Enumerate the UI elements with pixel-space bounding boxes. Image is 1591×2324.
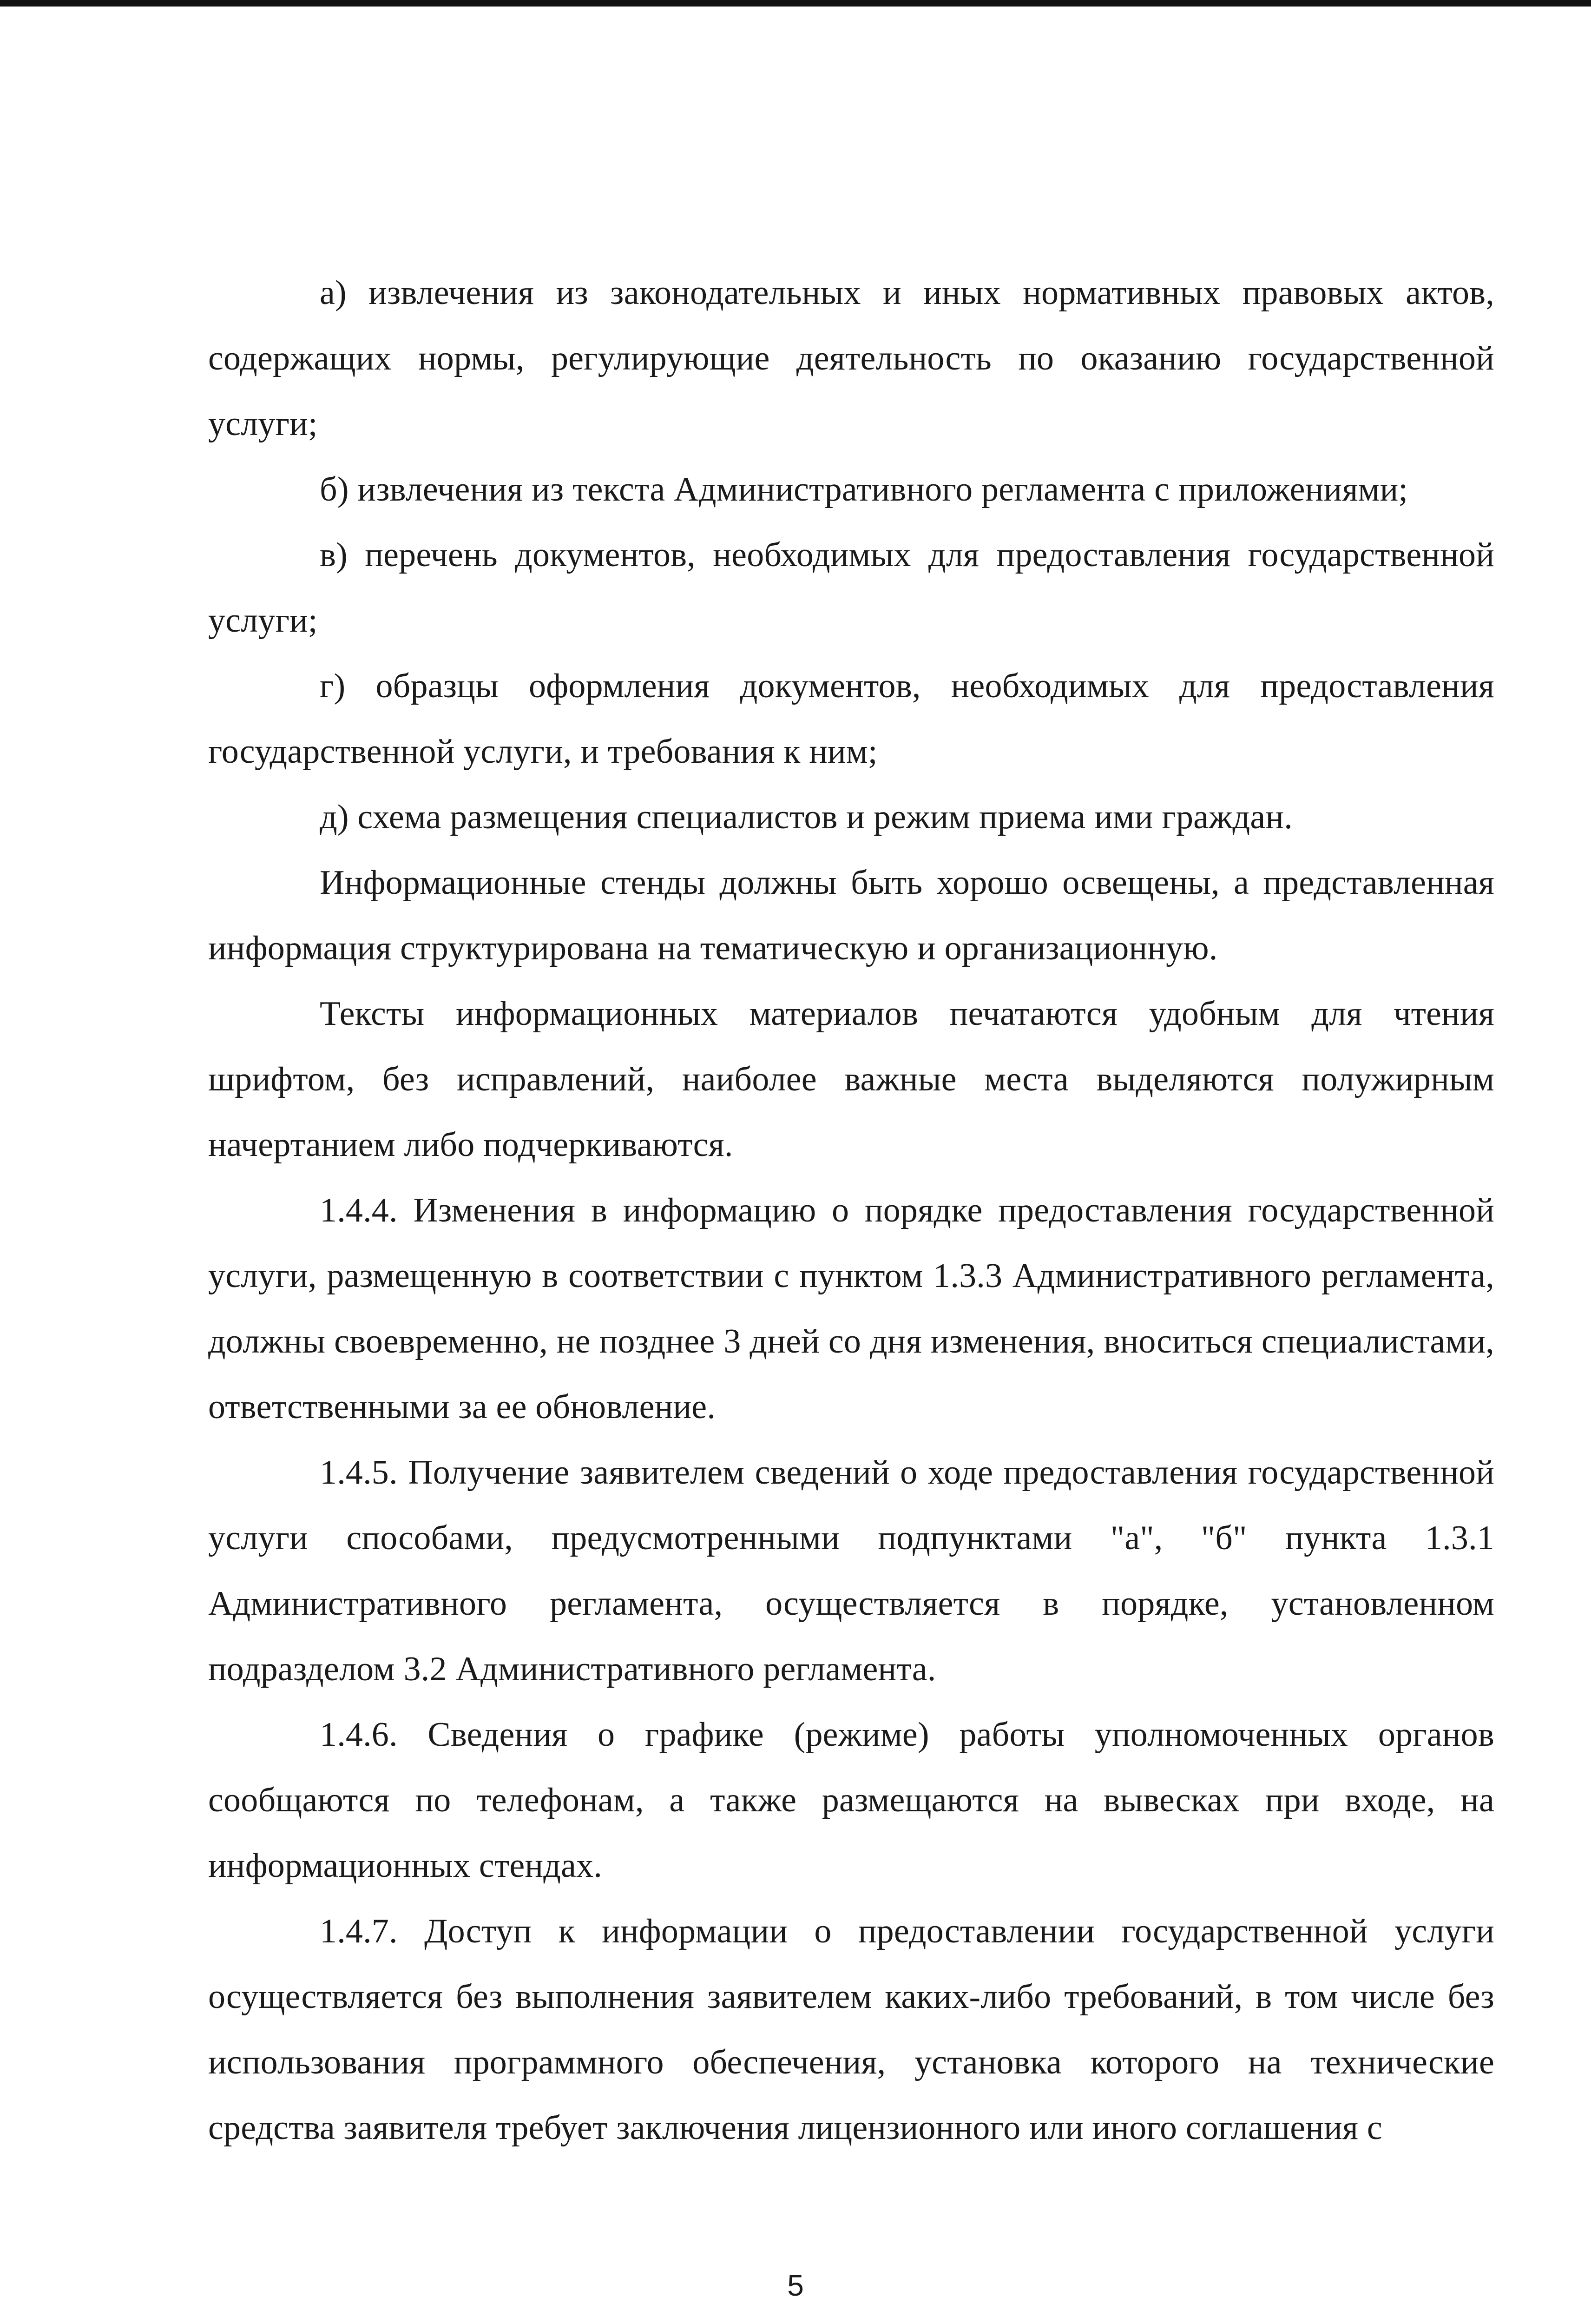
paragraph-1-4-5: 1.4.5. Получение заявителем сведений о ходе предоставления государственной услуги способами, предусмотренными подпунктами "а", "б" пункта 1.3.1 Административного регламента, осуществляется в порядке, установленном подразделом 3.2 Административного регламента.: [208, 1453, 1494, 1688]
paragraph-item-v: в) перечень документов, необходимых для предоставления государственной услуги;: [208, 536, 1494, 640]
paragraph-info-materials: Тексты информационных материалов печатаются удобным для чтения шрифтом, без исправлений, наиболее важные места выделяются полужирным начертанием либо подчеркиваются.: [208, 995, 1494, 1164]
paragraph-item-d: д) схема размещения специалистов и режим приема ими граждан.: [320, 798, 1293, 836]
document-body: [208, 260, 1494, 2161]
page-number: 5: [787, 2269, 804, 2302]
paragraph-1-4-4: 1.4.4. Изменения в информацию о порядке предоставления государственной услуги, размещенную в соответствии с пунктом 1.3.3 Административного регламента, должны своевременно, не позднее 3 дней со дня изменения, вноситься специалистами, ответственными за ее обновление.: [208, 1191, 1494, 1426]
scan-top-edge: [0, 0, 1591, 7]
paragraph-1-4-6: 1.4.6. Сведения о графике (режиме) работы уполномоченных органов сообщаются по телефонам, а также размещаются на вывесках при входе, на информационных стендах.: [208, 1716, 1494, 1885]
paragraph-1-4-7: 1.4.7. Доступ к информации о предоставлении государственной услуги осуществляется без выполнения заявителем каких-либо требований, в том числе без использования программного обеспечения, установка которого на технические средства заявителя требует заключения лицензионного или иного соглашения с: [208, 1912, 1494, 2147]
paragraph-info-stands: Информационные стенды должны быть хорошо освещены, а представленная информация структурирована на тематическую и организационную.: [208, 864, 1494, 967]
paragraph-item-b: б) извлечения из текста Административного регламента с приложениями;: [320, 470, 1408, 508]
paragraph-item-a: а) извлечения из законодательных и иных нормативных правовых актов, содержащих нормы, регулирующие деятельность по оказанию государственной услуги;: [208, 274, 1494, 443]
paragraph-item-g: г) образцы оформления документов, необходимых для предоставления государственной услуги, и требования к ним;: [208, 667, 1494, 771]
